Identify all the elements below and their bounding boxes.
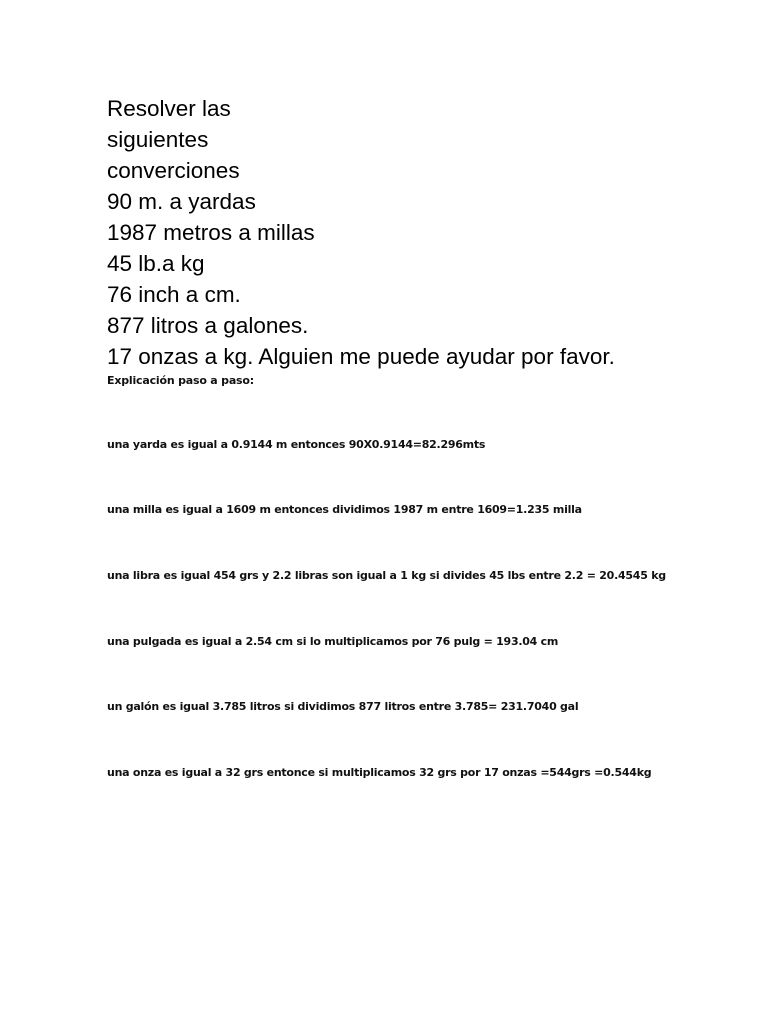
answer-step: una pulgada es igual a 2.54 cm si lo multiplicamos por 76 pulg = 193.04 cm: [107, 635, 559, 648]
question-line: 45 lb.a kg: [107, 251, 205, 276]
answer-step: una milla es igual a 1609 m entonces dividimos 1987 m entre 1609=1.235 milla: [107, 503, 582, 516]
answer-step: una onza es igual a 32 grs entonce si multiplicamos 32 grs por 17 onzas =544grs =0.544kg: [107, 766, 652, 779]
answer-step: una libra es igual 454 grs y 2.2 libras son igual a 1 kg si divides 45 lbs entre 2.2 = 20.4545 kg: [107, 569, 666, 582]
question-line: 1987 metros a millas: [107, 220, 315, 245]
question-line: 76 inch a cm.: [107, 282, 241, 307]
question-line: siguientes: [107, 127, 209, 152]
question-line: 90 m. a yardas: [107, 189, 256, 214]
answer-heading: Explicación paso a paso:: [107, 374, 254, 387]
answer-step: una yarda es igual a 0.9144 m entonces 90X0.9144=82.296mts: [107, 438, 486, 451]
answer-step: un galón es igual 3.785 litros si dividimos 877 litros entre 3.785= 231.7040 gal: [107, 700, 579, 713]
question-line: 17 onzas a kg. Alguien me puede ayudar por favor.: [107, 344, 615, 369]
question-line: 877 litros a galones.: [107, 313, 309, 338]
question-line: converciones: [107, 158, 240, 183]
question-line: Resolver las: [107, 96, 231, 121]
